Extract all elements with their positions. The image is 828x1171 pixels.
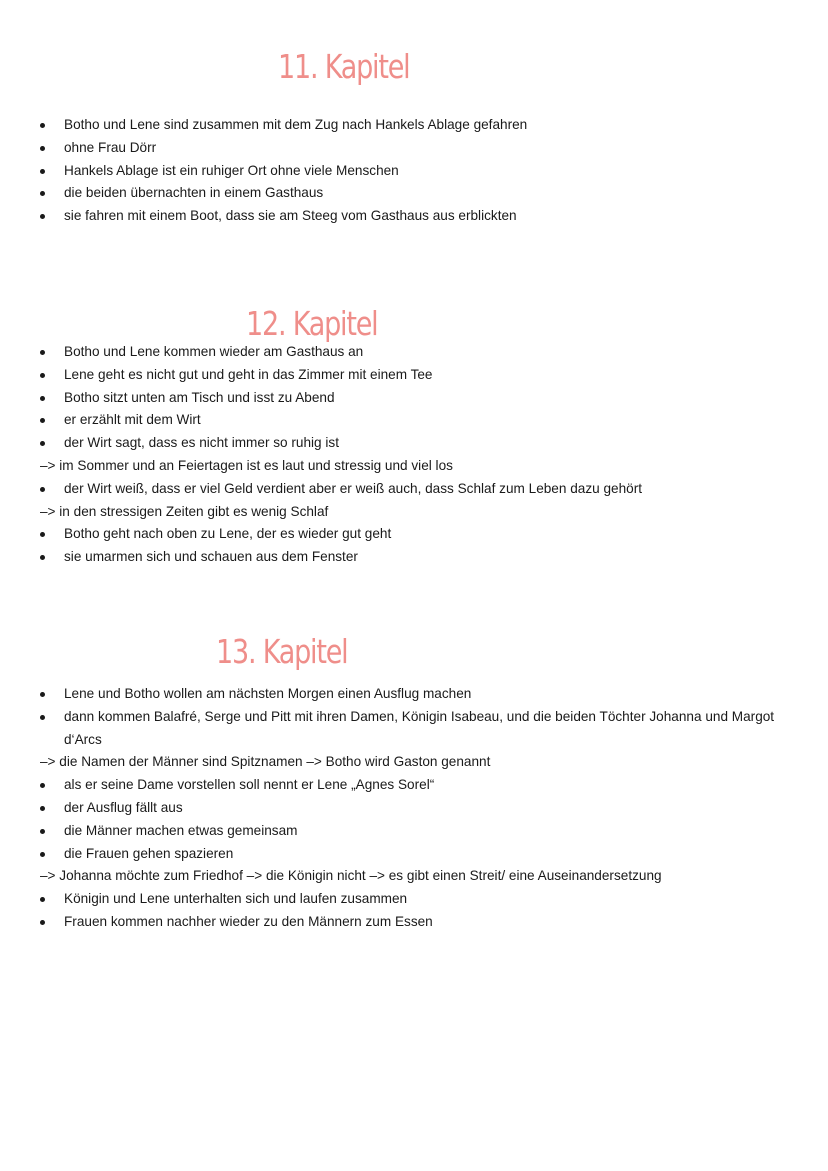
list-item: der Wirt sagt, dass es nicht immer so ruhig ist: [0, 432, 828, 455]
list-item: Lene und Botho wollen am nächsten Morgen einen Ausflug machen: [0, 683, 828, 706]
list-item: sie fahren mit einem Boot, dass sie am Steeg vom Gasthaus aus erblickten: [0, 205, 828, 228]
note-line: –> Johanna möchte zum Friedhof –> die Königin nicht –> es gibt einen Streit/ eine Auseinandersetzung: [40, 868, 662, 884]
list-item: als er seine Dame vorstellen soll nennt er Lene „Agnes Sorel“: [0, 774, 828, 797]
list-item: dann kommen Balafré, Serge und Pitt mit ihren Damen, Königin Isabeau, und die beiden Töchter Johanna und Margot d‘Arcs: [0, 706, 784, 752]
chapter-13-list: [0, 683, 828, 934]
list-item: der Wirt weiß, dass er viel Geld verdient aber er weiß auch, dass Schlaf zum Leben dazu gehört: [0, 478, 828, 501]
chapter-11-list: [0, 114, 828, 228]
list-item: die Männer machen etwas gemeinsam: [0, 820, 828, 843]
list-item: Botho und Lene sind zusammen mit dem Zug nach Hankels Ablage gefahren: [0, 114, 828, 137]
chapter-12-heading: 12. Kapitel: [246, 304, 378, 343]
list-item: die Frauen gehen spazieren: [0, 843, 828, 866]
note-line: –> die Namen der Männer sind Spitznamen –> Botho wird Gaston genannt: [40, 754, 491, 770]
chapter-11-heading: 11. Kapitel: [278, 47, 410, 86]
chapter-12-list: [0, 341, 828, 569]
list-item: Frauen kommen nachher wieder zu den Männern zum Essen: [0, 911, 828, 934]
list-item: er erzählt mit dem Wirt: [0, 409, 828, 432]
list-item: ohne Frau Dörr: [0, 137, 828, 160]
note-line: –> in den stressigen Zeiten gibt es wenig Schlaf: [40, 503, 329, 519]
list-item: Botho und Lene kommen wieder am Gasthaus an: [0, 341, 828, 364]
list-item: Botho geht nach oben zu Lene, der es wieder gut geht: [0, 523, 828, 546]
chapter-13-heading: 13. Kapitel: [216, 632, 348, 671]
list-item: Königin und Lene unterhalten sich und laufen zusammen: [0, 888, 828, 911]
list-item: Lene geht es nicht gut und geht in das Zimmer mit einem Tee: [0, 364, 828, 387]
list-item: die beiden übernachten in einem Gasthaus: [0, 182, 828, 205]
list-item: sie umarmen sich und schauen aus dem Fenster: [0, 546, 828, 569]
list-item: Botho sitzt unten am Tisch und isst zu Abend: [0, 387, 828, 410]
list-item: Hankels Ablage ist ein ruhiger Ort ohne viele Menschen: [0, 160, 828, 183]
note-line: –> im Sommer und an Feiertagen ist es laut und stressig und viel los: [40, 457, 453, 473]
list-item: der Ausflug fällt aus: [0, 797, 828, 820]
